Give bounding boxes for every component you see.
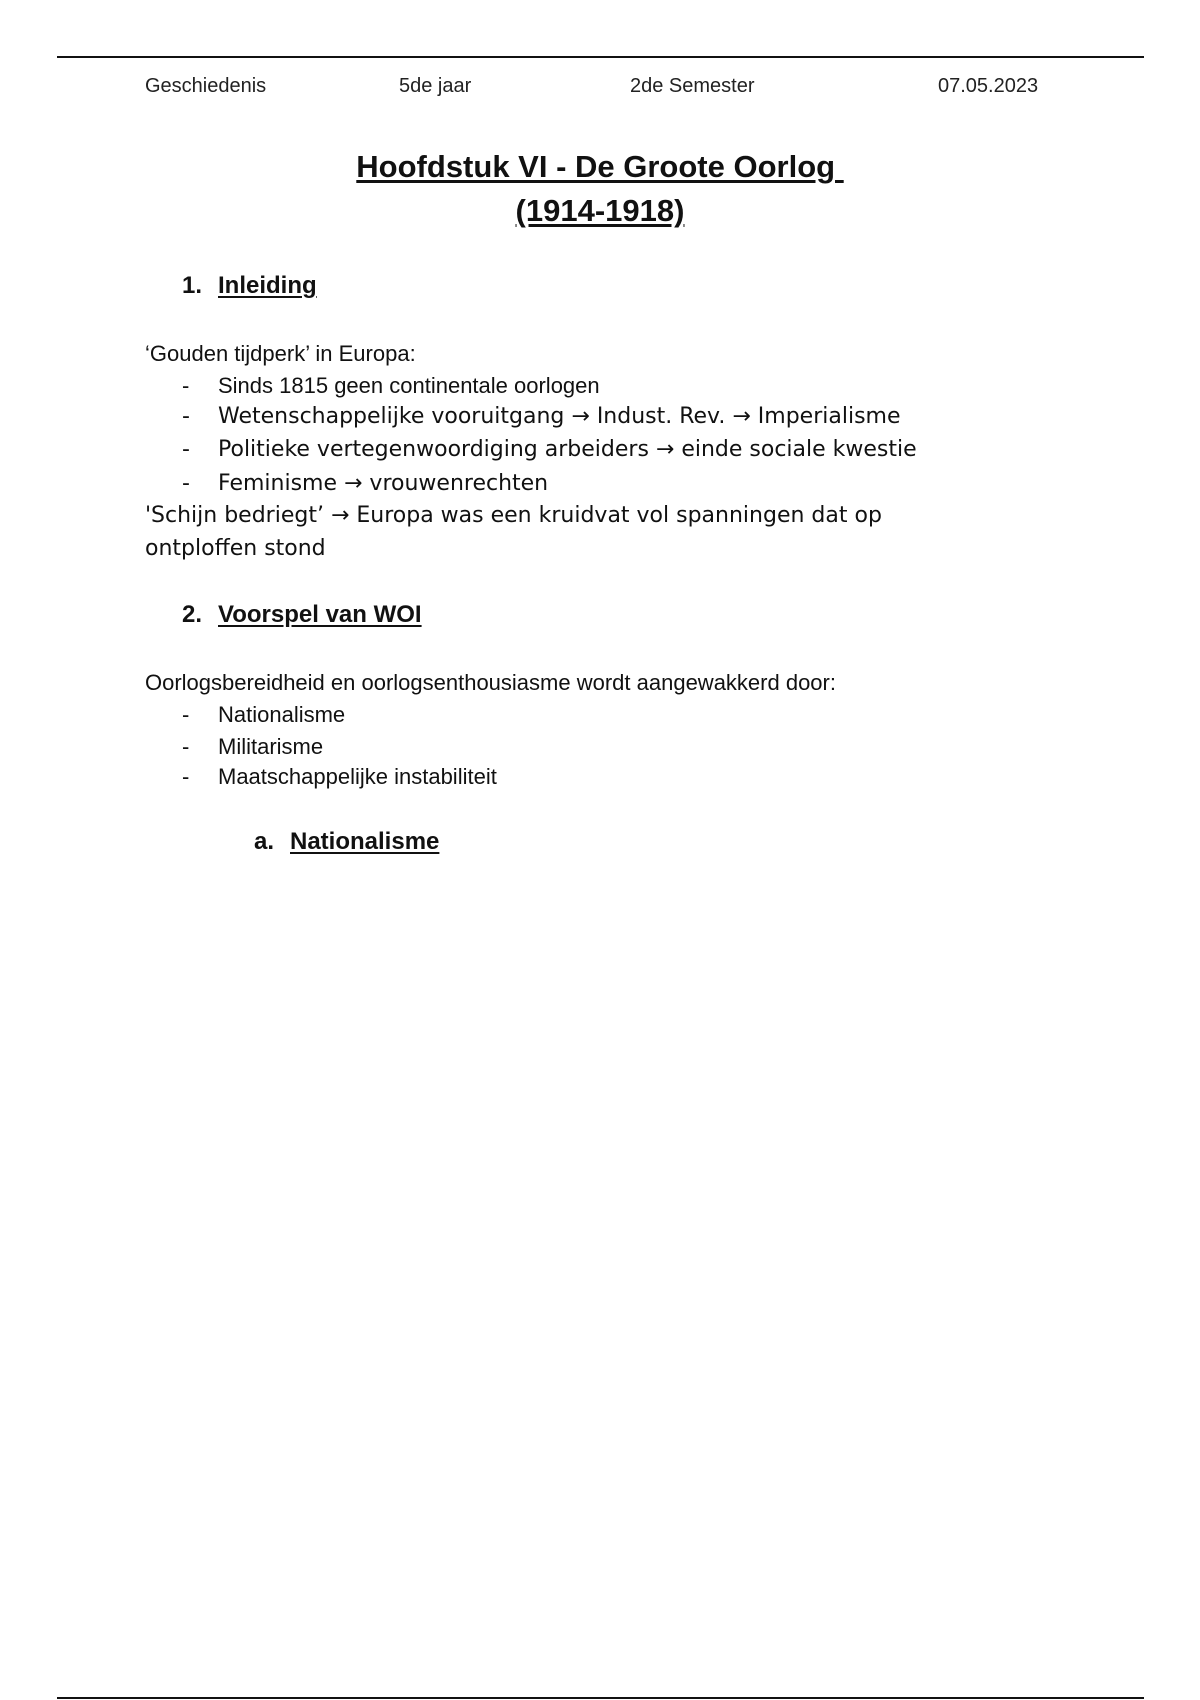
section-number: 2. bbox=[182, 601, 203, 628]
bullet-marker: - bbox=[182, 702, 190, 727]
title-line-2: (1914-1918) bbox=[515, 193, 685, 228]
subsection-letter: a. bbox=[254, 828, 275, 855]
section1-intro: ‘Gouden tijdperk’ in Europa: bbox=[145, 341, 416, 366]
subsection-title: Nationalisme bbox=[290, 828, 440, 855]
section-heading-inleiding bbox=[182, 272, 317, 300]
bullet-marker: - bbox=[182, 373, 190, 398]
list-item-text: Feminisme → vrouwenrechten bbox=[218, 471, 549, 496]
header-rule bbox=[57, 56, 1144, 58]
header-subject: Geschiedenis bbox=[145, 75, 267, 97]
section-heading-voorspel bbox=[182, 601, 422, 629]
page-title bbox=[0, 145, 1200, 233]
bullet-marker: - bbox=[182, 404, 190, 429]
document-header bbox=[0, 75, 1200, 101]
title-line-1: Hoofdstuk VI - De Groote Oorlog bbox=[356, 149, 844, 184]
list-item-text: Politieke vertegenwoordiging arbeiders → einde sociale kwestie bbox=[218, 437, 917, 462]
section2-intro: Oorlogsbereidheid en oorlogsenthousiasme wordt aangewakkerd door: bbox=[145, 670, 836, 695]
section-title: Voorspel van WOI bbox=[218, 601, 422, 628]
list-item-text: Wetenschappelijke vooruitgang → Indust. Rev. → Imperialisme bbox=[218, 404, 901, 429]
list-item-text: Sinds 1815 geen continentale oorlogen bbox=[218, 373, 600, 398]
list-item-text: Maatschappelijke instabiliteit bbox=[218, 764, 497, 789]
footer-rule bbox=[57, 1697, 1144, 1699]
bullet-marker: - bbox=[182, 764, 190, 789]
section-number: 1. bbox=[182, 272, 203, 299]
list-item-text: Nationalisme bbox=[218, 702, 346, 727]
bullet-marker: - bbox=[182, 437, 190, 462]
section-title: Inleiding bbox=[218, 272, 317, 299]
section1-conclusion-line-2: ontploffen stond bbox=[145, 536, 326, 561]
list-item-text: Militarisme bbox=[218, 734, 324, 759]
section1-conclusion-line-1: 'Schijn bedriegt’ → Europa was een kruidvat vol spanningen dat op bbox=[145, 503, 882, 528]
header-year: 5de jaar bbox=[399, 75, 472, 97]
subsection-heading-nationalisme bbox=[254, 828, 439, 856]
bullet-marker: - bbox=[182, 734, 190, 759]
header-semester: 2de Semester bbox=[630, 75, 755, 97]
header-date: 07.05.2023 bbox=[938, 75, 1039, 97]
bullet-marker: - bbox=[182, 471, 190, 496]
